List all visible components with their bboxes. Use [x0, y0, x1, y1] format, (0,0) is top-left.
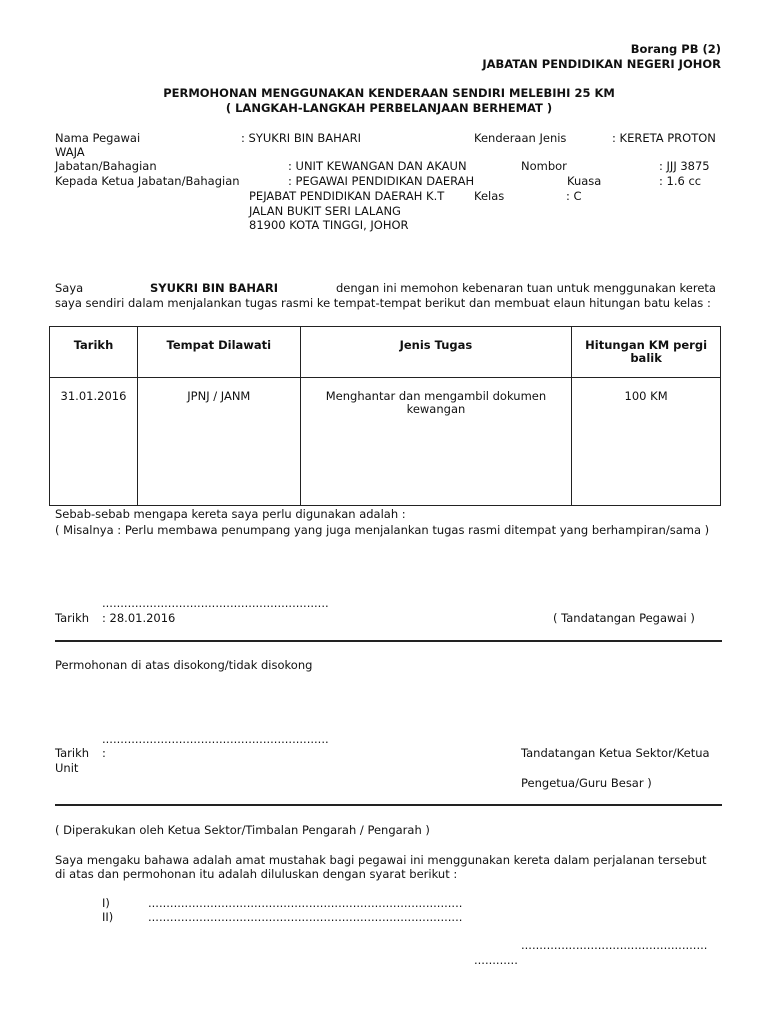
support-tarikh-label: Tarikh: [55, 746, 90, 760]
condition-2-number: II): [102, 910, 114, 924]
support-sign-line2: Pengetua/Guru Besar ): [521, 776, 652, 790]
nombor-value: : JJJ 3875: [659, 159, 710, 173]
condition-1-number: I): [102, 896, 110, 910]
kepada-value: : PEGAWAI PENDIDIKAN DAERAH: [288, 174, 475, 188]
approval-line2: di atas dan permohonan itu adalah diluluskan dengan syarat berikut :: [55, 867, 458, 881]
statement-line1: dengan ini memohon kebenaran tuan untuk menggunakan kereta: [336, 281, 716, 295]
address-line-1: PEJABAT PENDIDIKAN DAERAH K.T: [249, 189, 445, 203]
travel-table: [49, 326, 721, 506]
address-line-3: 81900 KOTA TINGGI, JOHOR: [249, 218, 409, 232]
nama-label: Nama Pegawai: [55, 131, 141, 145]
kepada-label: Kepada Ketua Jabatan/Bahagian: [55, 174, 240, 188]
form-number: Borang PB (2): [630, 42, 721, 56]
support-signature-line: ..............................................................: [102, 732, 329, 746]
condition-2-line: ......................................................................................: [148, 910, 463, 924]
col-header-tempat: Tempat Dilawati: [137, 327, 300, 378]
signature-caption: ( Tandatangan Pegawai ): [553, 611, 695, 625]
form-subtitle: ( LANGKAH-LANGKAH PERBELANJAAN BERHEMAT ): [225, 101, 553, 115]
divider: [55, 640, 722, 642]
divider: [55, 804, 722, 806]
kenderaan-value: : KERETA PROTON: [612, 131, 716, 145]
approval-signature-line: ...................................................: [521, 938, 708, 952]
approval-header: ( Diperakukan oleh Ketua Sektor/Timbalan Pengarah / Pengarah ): [55, 823, 430, 837]
address-line-2: JALAN BUKIT SERI LALANG: [249, 204, 401, 218]
tarikh-label: Tarikh: [55, 611, 90, 625]
approval-signature-line-cont: ............: [474, 953, 518, 967]
support-tarikh-colon: :: [102, 746, 106, 760]
nama-value: : SYUKRI BIN BAHARI: [241, 131, 362, 145]
nombor-label: Nombor: [521, 159, 567, 173]
statement-name: SYUKRI BIN BAHARI: [150, 281, 278, 295]
col-header-jenis: Jenis Tugas: [300, 327, 572, 378]
col-header-km: Hitungan KM pergi balik: [572, 327, 721, 378]
table-row: [50, 378, 721, 506]
signature-line: ..............................................................: [102, 596, 329, 610]
table-header-row: [50, 327, 721, 378]
kelas-value: : C: [566, 189, 582, 203]
jabatan-label: Jabatan/Bahagian: [55, 159, 157, 173]
cell-jenis: Menghantar dan mengambil dokumen kewangan: [300, 378, 572, 506]
kenderaan-continued: WAJA: [55, 145, 85, 159]
cell-tarikh: 31.01.2016: [50, 378, 138, 506]
kuasa-label: Kuasa: [567, 174, 602, 188]
support-line: Permohonan di atas disokong/tidak disokong: [55, 658, 313, 672]
cell-tempat: JPNJ / JANM: [137, 378, 300, 506]
department-name: JABATAN PENDIDIKAN NEGERI JOHOR: [482, 57, 721, 71]
support-sign-line1: Tandatangan Ketua Sektor/Ketua: [521, 746, 710, 760]
kenderaan-label: Kenderaan Jenis: [474, 131, 567, 145]
approval-line1: Saya mengaku bahawa adalah amat mustahak bagi pegawai ini menggunakan kereta dalam perjalanan tersebut: [55, 853, 707, 867]
col-header-tarikh: Tarikh: [50, 327, 138, 378]
support-unit: Unit: [55, 761, 79, 775]
reasons-line1: Sebab-sebab mengapa kereta saya perlu digunakan adalah :: [55, 507, 406, 521]
jabatan-value: : UNIT KEWANGAN DAN AKAUN: [288, 159, 467, 173]
condition-1-line: ......................................................................................: [148, 896, 463, 910]
cell-km: 100 KM: [572, 378, 721, 506]
form-title: PERMOHONAN MENGGUNAKAN KENDERAAN SENDIRI MELEBIHI 25 KM: [163, 86, 615, 100]
statement-saya: Saya: [55, 281, 84, 295]
kuasa-value: : 1.6 cc: [659, 174, 702, 188]
tarikh-value: : 28.01.2016: [102, 611, 176, 625]
kelas-label: Kelas: [474, 189, 505, 203]
statement-line2: saya sendiri dalam menjalankan tugas rasmi ke tempat-tempat berikut dan membuat elaun hitungan batu kelas :: [55, 296, 711, 310]
reasons-line2: ( Misalnya : Perlu membawa penumpang yang juga menjalankan tugas rasmi ditempat yang berhampiran/sama ): [55, 523, 710, 537]
